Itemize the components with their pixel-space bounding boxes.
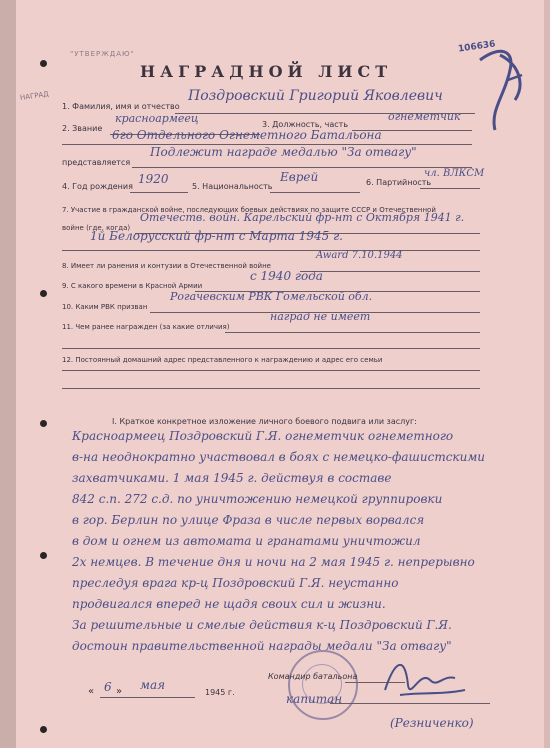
feat-line: продвигался вперед не щадя своих сил и жизни.	[72, 597, 386, 611]
date-open-quote: «	[88, 686, 95, 697]
field-6-label: 6. Партийность	[366, 178, 432, 187]
field-10-label: 10. Каким РВК призван	[62, 303, 148, 311]
binder-hole	[40, 552, 47, 559]
rank-line	[330, 703, 490, 704]
feat-line: Красноармеец Поздровский Г.Я. огнеметчик огнеметного	[72, 429, 454, 443]
binder-hole	[40, 60, 47, 67]
field-4-value: 1920	[138, 172, 169, 186]
field-10-value: Рогачевским РВК Гомельской обл.	[170, 290, 373, 303]
field-8-label: 8. Имеет ли ранения и контузии в Отечественной войне	[62, 262, 271, 270]
field-4-label: 4. Год рождения	[62, 182, 133, 191]
field-line	[270, 192, 360, 193]
handwritten-resolution-mark	[470, 40, 530, 135]
commander-signature	[380, 650, 470, 710]
date-year: 1945 г.	[205, 688, 235, 697]
field-line	[300, 271, 480, 272]
field-3-value: огнеметчик	[388, 110, 461, 123]
binder-hole	[40, 290, 47, 297]
round-seal-stamp	[288, 650, 358, 720]
field-1-label: 1. Фамилия, имя и отчество	[62, 102, 180, 111]
field-5-label: 5. Национальность	[192, 182, 273, 191]
side-stamp: НАГРАД	[19, 90, 50, 102]
date-close-quote: »	[116, 686, 123, 697]
feat-line: захватчиками. 1 мая 1945 г. действуя в составе	[72, 471, 392, 485]
field-line	[132, 167, 472, 168]
field-3-label: 3. Должность, часть	[262, 120, 349, 129]
date-month: мая	[140, 678, 166, 692]
feat-line: преследуя врага кр-ц Поздровский Г.Я. неустанно	[72, 576, 399, 590]
feat-line: в-на неоднократно участвовал в боях с немецко-фашистскими	[72, 450, 486, 464]
date-day: 6	[104, 680, 112, 694]
field-7-value-cont: 1й Белорусский фр-нт с Марта 1945 г.	[90, 229, 343, 243]
binder-hole	[40, 726, 47, 733]
field-11-label: 11. Чем ранее награжден (за какие отличия)	[62, 323, 230, 331]
date-line	[100, 697, 195, 698]
feat-line: достоин правительственной награды медали "За отвагу"	[72, 639, 452, 653]
field-line	[62, 370, 480, 371]
presented-label: представляется	[62, 158, 131, 167]
number-stamp: 106636	[457, 39, 497, 55]
feat-line: в дом и огнем из автомата и гранатами уничтожил	[72, 534, 421, 548]
signer-name: (Резниченко)	[390, 716, 474, 730]
document-title: НАГРАДНОЙ ЛИСТ	[140, 62, 393, 81]
field-12-label: 12. Постоянный домашний адрес представленного к награждению и адрес его семьи	[62, 356, 383, 364]
field-7-label-cont: войне (где, когда)	[62, 224, 131, 232]
field-line	[62, 348, 480, 349]
field-7-label: 7. Участие в гражданской войне, последующих боевых действиях по защите СССР и Отечественной	[62, 206, 436, 214]
header-approval-text: "УТВЕРЖДАЮ"	[70, 50, 135, 58]
field-2-value: красноармеец	[115, 112, 199, 125]
scan-right-margin	[544, 0, 550, 748]
field-9-label: 9. С какого времени в Красной Армии	[62, 282, 203, 290]
field-8-value: Award 7.10.1944	[316, 250, 403, 261]
field-9-value: с 1940 года	[250, 269, 323, 283]
binder-hole	[40, 420, 47, 427]
section-heading: I. Краткое конкретное изложение личного боевого подвига или заслуг:	[112, 417, 417, 426]
field-11-value: наград не имеет	[270, 310, 371, 323]
presented-value: Подлежит награде медалью "За отвагу"	[150, 145, 417, 159]
field-line	[420, 188, 480, 189]
scan-left-margin	[0, 0, 16, 748]
field-1-value: Поздровский Григорий Яковлевич	[188, 88, 443, 104]
field-7-value: Отечеств. войн. Карельский фр-нт с Октября 1941 г.	[140, 211, 465, 224]
rank-value: капитан	[286, 692, 343, 706]
feat-line: 2х немцев. В течение дня и ночи на 2 мая 1945 г. непрерывно	[72, 555, 475, 569]
field-line	[62, 250, 480, 251]
field-line	[130, 192, 188, 193]
field-5-value: Еврей	[280, 170, 319, 184]
field-2-label: 2. Звание	[62, 124, 103, 133]
field-6-value: чл. ВЛКСМ	[424, 168, 485, 179]
feat-line: 842 с.п. 272 с.д. по уничтожению немецкой группировки	[72, 492, 443, 506]
field-line	[225, 332, 480, 333]
field-line	[62, 388, 480, 389]
feat-line: в гор. Берлин по улице Фраза в числе первых ворвался	[72, 513, 425, 527]
commander-label: Командир батальона	[268, 672, 358, 681]
feat-line: За решительные и смелые действия к-ц Поздровский Г.Я.	[72, 618, 452, 632]
field-3-value-unit: 6го Отдельного Огнеметного Батальона	[112, 128, 382, 142]
